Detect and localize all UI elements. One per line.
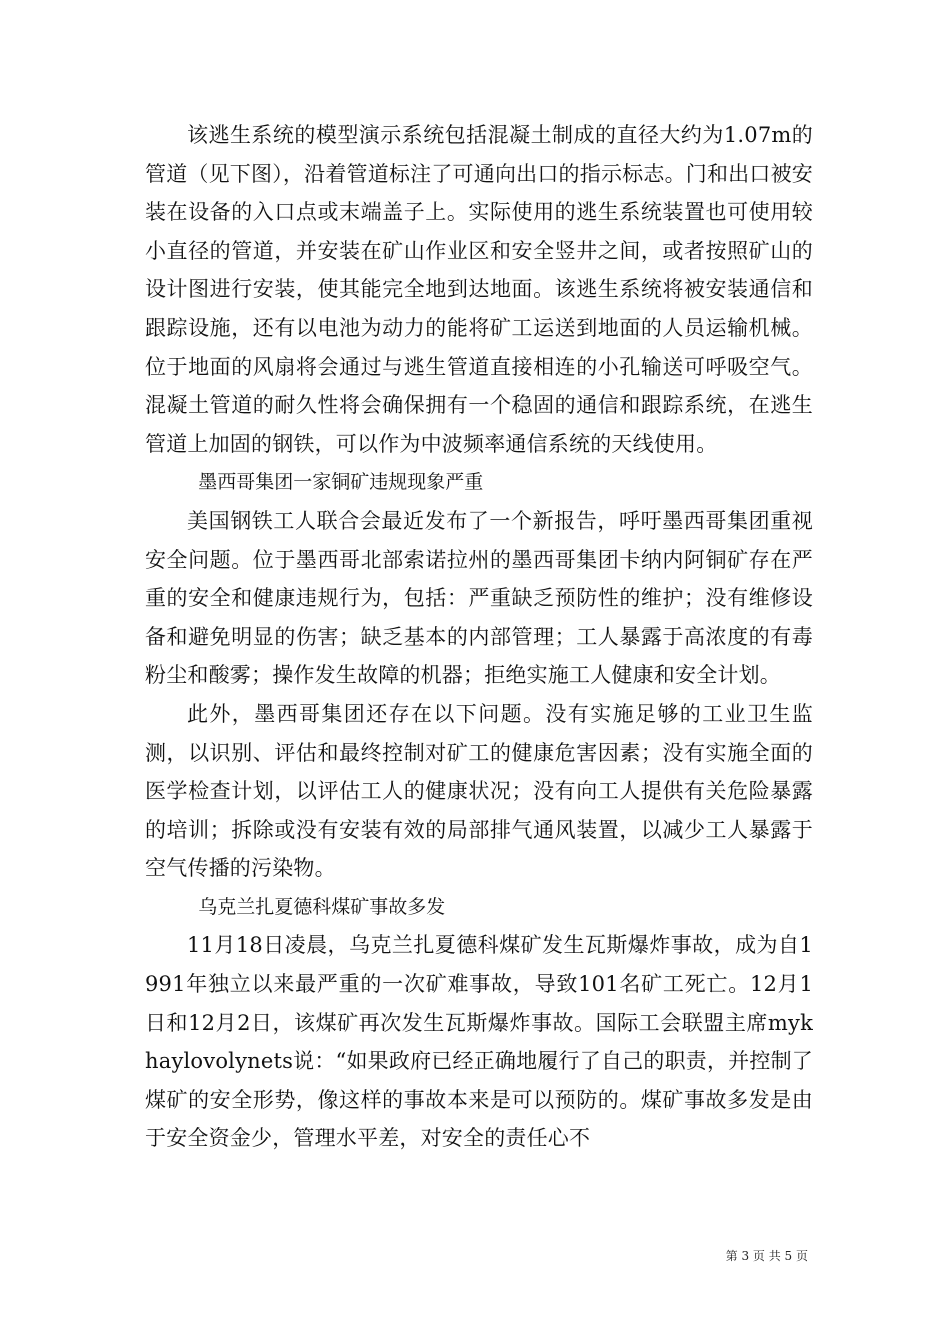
paragraph-escape-system: 该逃生系统的模型演示系统包括混凝土制成的直径大约为1.07m的管道（见下图），沿着管道标注了可通向出口的指示标志。门和出口被安装在设备的入口点或末端盖子上。实际使用的逃生系统装置也可使用较小直径的管道，并安装在矿山作业区和安全竖井之间，或者按照矿山的设计图进行安装，使其能完全地到达地面。该逃生系统将被安装通信和跟踪设施，还有以电池为动力的能将矿工运送到地面的人员运输机械。位于地面的风扇将会通过与逃生管道直接相连的小孔输送可呼吸空气。混凝土管道的耐久性将会确保拥有一个稳固的通信和跟踪系统，在逃生管道上加固的钢铁，可以作为中波频率通信系统的天线使用。 <box>145 123 813 456</box>
paragraph-steelworkers-report: 美国钢铁工人联合会最近发布了一个新报告，呼吁墨西哥集团重视安全问题。位于墨西哥北部索诺拉州的墨西哥集团卡纳内阿铜矿存在严重的安全和健康违规行为，包括：严重缺乏预防性的维护；没有维修设备和避免明显的伤害；缺乏基本的内部管理；工人暴露于高浓度的有毒粉尘和酸雾；操作发生故障的机器；拒绝实施工人健康和安全计划。 <box>145 508 813 688</box>
document-body <box>145 116 813 1158</box>
paragraph-additional-issues: 此外，墨西哥集团还存在以下问题。没有实施足够的工业卫生监测，以识别、评估和最终控制对矿工的健康危害因素；没有实施全面的医学检查计划，以评估工人的健康状况；没有向工人提供有关危险暴露的培训；拆除或没有安装有效的局部排气通风装置，以减少工人暴露于空气传播的污染物。 <box>145 701 813 881</box>
section-heading-ukraine: 乌克兰扎夏德科煤矿事故多发 <box>198 895 446 918</box>
page-number: 第 3 页 共 5 页 <box>725 1249 808 1263</box>
section-heading-mexico: 墨西哥集团一家铜矿违规现象严重 <box>198 471 484 494</box>
paragraph-ukraine-accident: 11月18日凌晨，乌克兰扎夏德科煤矿发生瓦斯爆炸事故，成为自1991年独立以来最严重的一次矿难事故，导致101名矿工死亡。12月1日和12月2日，该煤矿再次发生瓦斯爆炸事故。国际工会联盟主席mykhaylovolynets说：“如果政府已经正确地履行了自己的职责，并控制了煤矿的安全形势，像这样的事故本来是可以预防的。煤矿事故多发是由于安全资金少，管理水平差，对安全的责任心不 <box>145 933 813 1151</box>
